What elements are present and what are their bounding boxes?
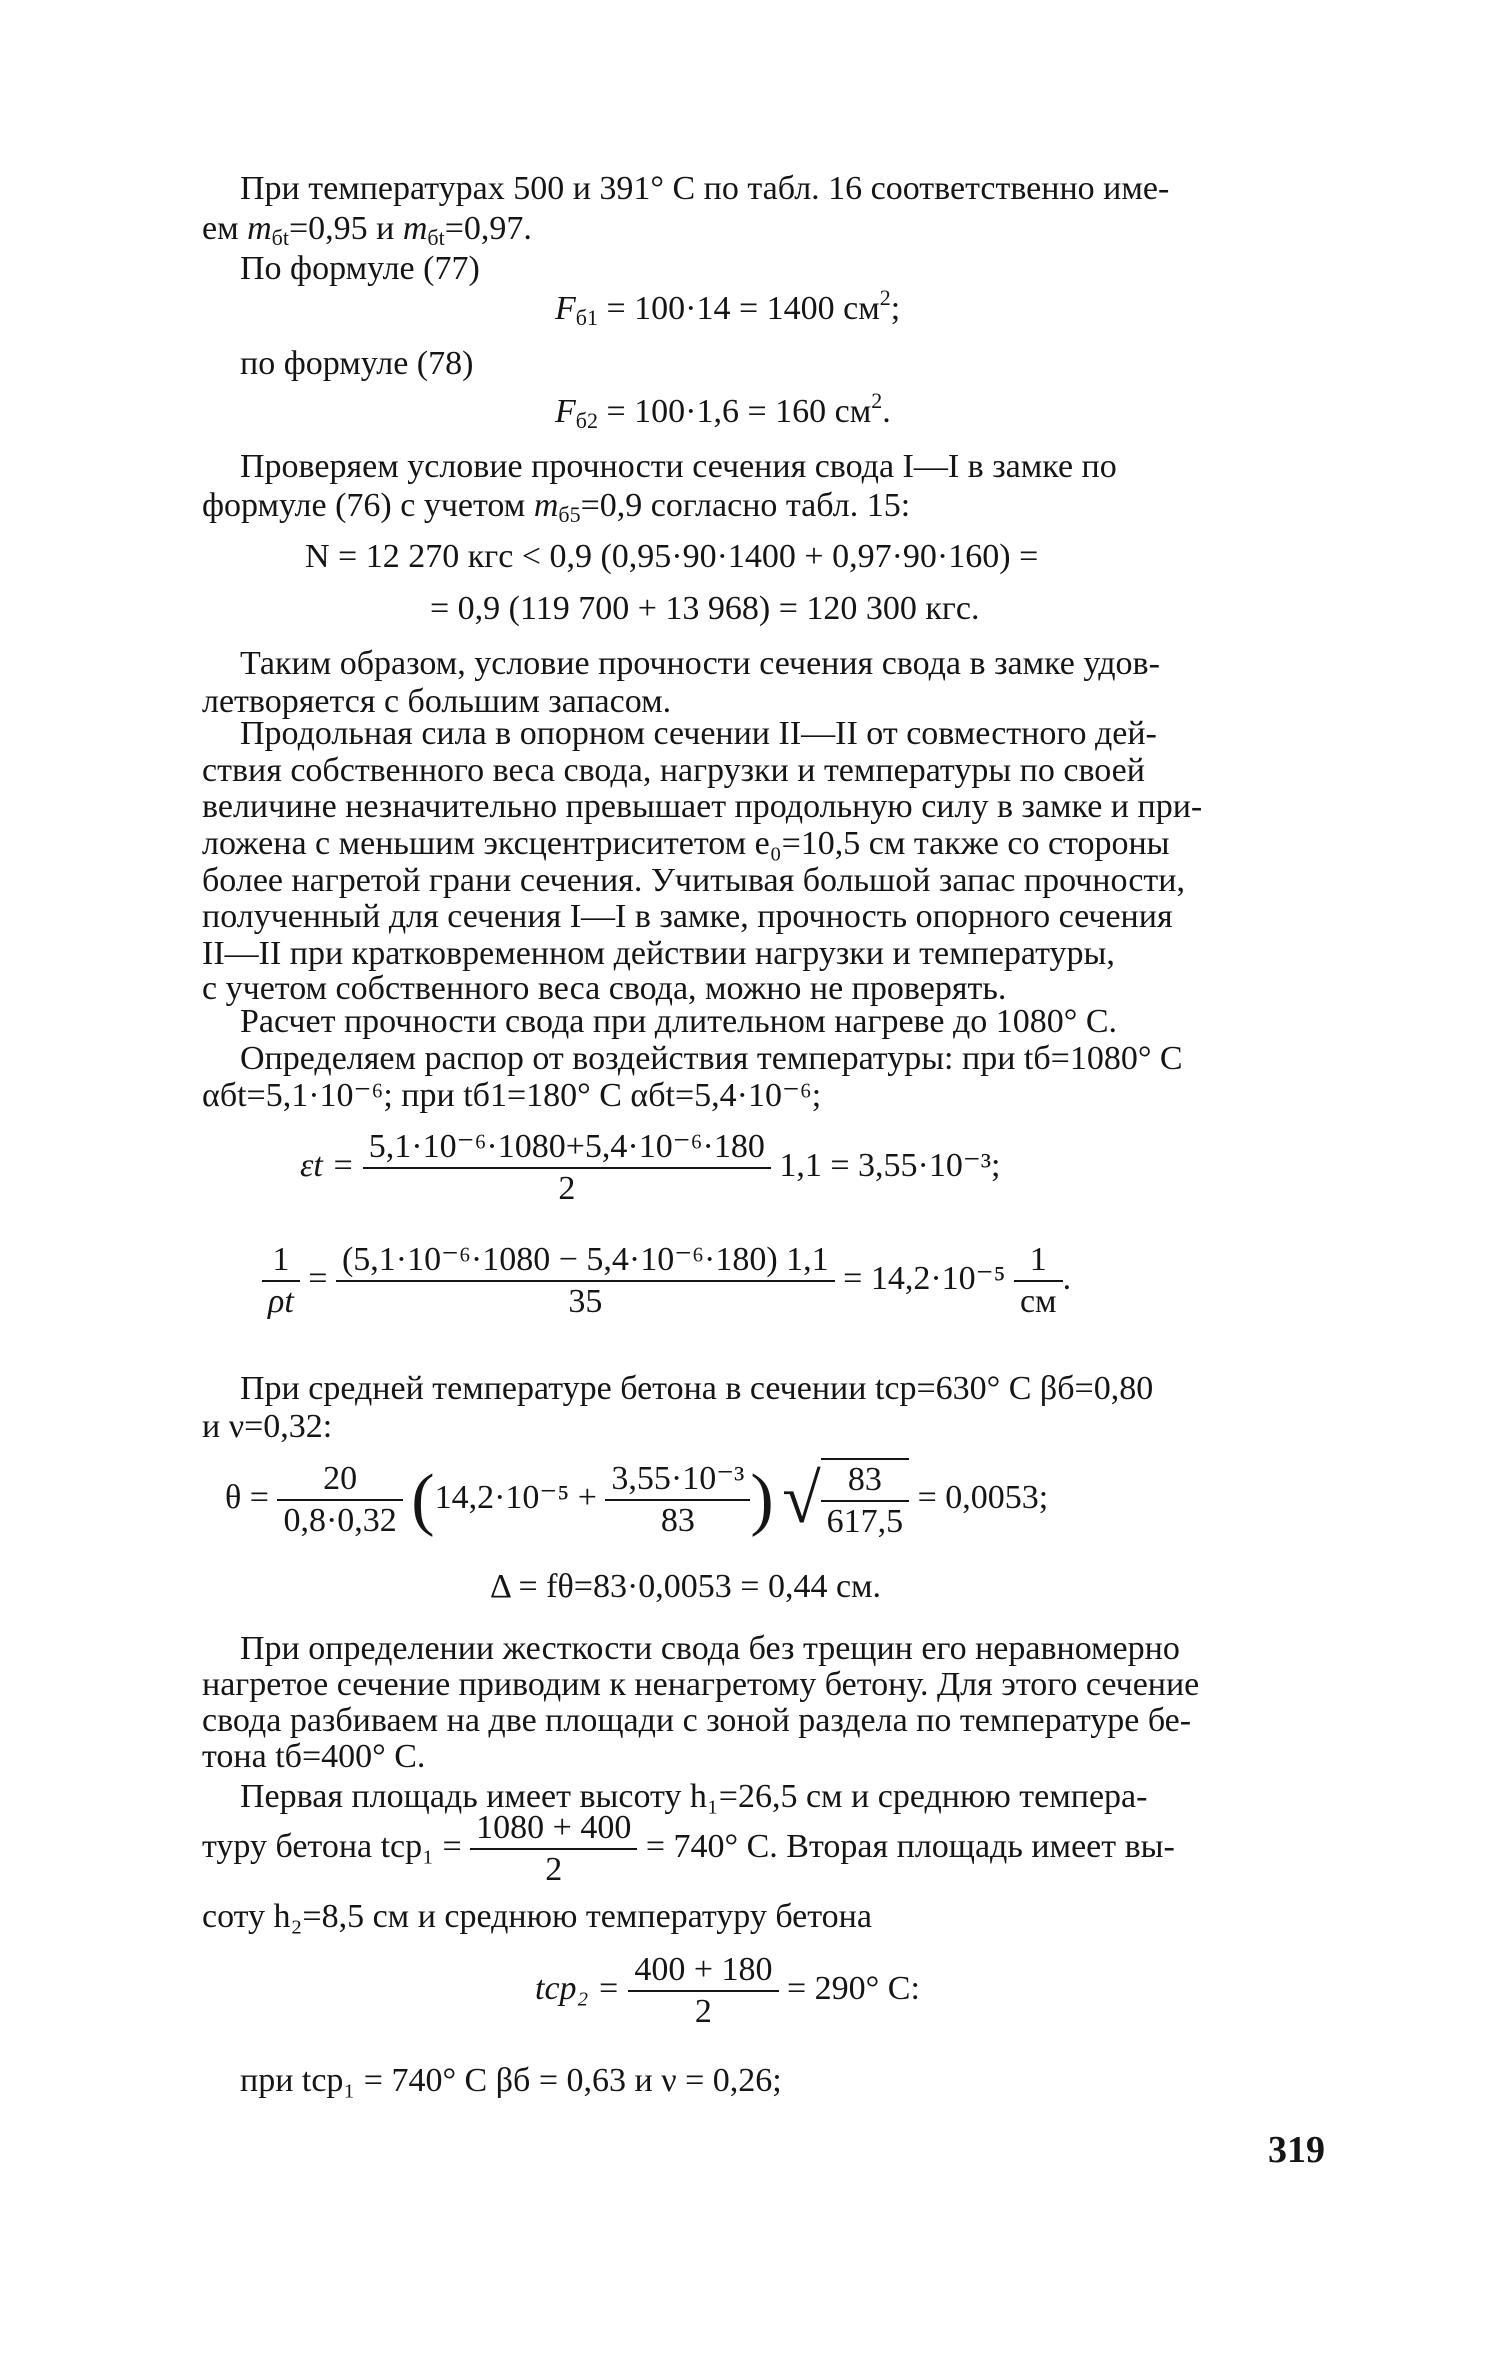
para8-line: При определении жесткости свода без трещин его неравномерно — [240, 1630, 1180, 1667]
right-paren: ) — [750, 1461, 774, 1538]
equation-delta: Δ = fθ=83·0,0053 = 0,44 см. — [490, 1568, 882, 1605]
para4-line: полученный для сечения I—I в замке, прочность опорного сечения — [202, 898, 1173, 935]
equation-n-line2: = 0,9 (119 700 + 13 968) = 120 300 кгс. — [430, 590, 980, 627]
para9-line2: туру бетона tср₁ = $\frac{1080 + 400}{2}$ = 740° С. Вторая площадь имеет вы- — [202, 1809, 1175, 1888]
fraction: $\frac{400 + 180}{2}$ — [628, 1950, 778, 2032]
para6-line2: αбt=5,1·10⁻⁶; при tб1=180° С αбt=5,4·10⁻⁶; — [202, 1077, 822, 1114]
para7-line2: и ν=0,32: — [202, 1408, 333, 1445]
para4-line: ложена с меньшим эксцентриситетом e₀=10,5 см также со стороны — [202, 825, 1170, 862]
fraction: $\frac{20}{0,8\cdot 0,32}$ — [277, 1459, 402, 1541]
formula-78-intro: по формуле (78) — [240, 345, 474, 382]
para1-line2: ем $m_{бt}=0,95$ и $m_{бt}=0,97$. — [202, 210, 532, 250]
fraction: $\frac{\text{3,55·10⁻³}}{83}$ — [605, 1459, 750, 1541]
equation-fb2: $F_{б2} = 100\cdot 1,6 = 160$ $см^2$. — [555, 388, 891, 433]
fraction: $\frac{83}{617,5}$ — [821, 1458, 910, 1542]
equation-n-line1: N = 12 270 кгс < 0,9 (0,95·90·1400 + 0,97·90·160) = — [305, 538, 1039, 575]
equation-epsilon-t: εt = $\frac{\text{5,1·10⁻⁶·1080+5,4·10⁻⁶·180}}{2}$ 1,1 = 3,55·10⁻³; — [300, 1128, 1001, 1207]
para4-line: ствия собственного веса свода, нагрузки и температуры по своей — [202, 752, 1145, 789]
fraction: $\frac{\text{(5,1·10⁻⁶·1080 − 5,4·10⁻⁶·180) 1,1}}{35}$ — [336, 1240, 835, 1322]
para4-line: Продольная сила в опорном сечении II—II от совместного дей- — [240, 715, 1157, 752]
page-number: 319 — [1268, 2129, 1325, 2171]
para8-line: свода разбиваем на две площади с зоной раздела по температуре бе- — [202, 1702, 1192, 1739]
fraction: $\frac{\text{5,1·10⁻⁶·1080+5,4·10⁻⁶·180}}{2}$ — [363, 1127, 771, 1209]
fraction: $\frac{1}{см}$ — [1014, 1240, 1063, 1322]
para4-line: величине незначительно превышает продольную силу в замке и при- — [202, 788, 1203, 825]
para3-line: Таким образом, условие прочности сечения свода в замке удов- — [240, 645, 1160, 682]
equation-fb1: $F_{б1} = 100\cdot 14 = 1400$ $см^2$; — [555, 285, 901, 330]
para4-line: II—II при кратковременном действии нагрузки и температуры, — [202, 935, 1115, 972]
equation-curvature: $\frac{1}{\rho t}$ = $\frac{\text{(5,1·10⁻⁶·1080 − 5,4·10⁻⁶·180) 1,1}}{35}$ = 14,2·10⁻⁵ $\frac{1}{см}$ . — [262, 1240, 1071, 1322]
para2-line1: Проверяем условие прочности сечения свода I—I в замке по — [240, 448, 1117, 485]
para1-line1: При температурах 500 и 391° С по табл. 16 соответственно име- — [240, 170, 1170, 207]
equation-theta: θ = $\frac{20}{0,8\cdot 0,32}$ (14,2·10⁻⁵ + $\frac{\text{3,55·10⁻³}}{83}$ ) √ $\frac{83}{617,5}$ = 0,0053; — [225, 1460, 1049, 1540]
para2-line2: формуле (76) с учетом $m_{б5}=0,9$ согласно табл. 15: — [202, 487, 911, 527]
fraction: $\frac{1080 + 400}{2}$ — [470, 1808, 637, 1890]
para4-line: с учетом собственного веса свода, можно не проверять. — [202, 970, 1007, 1007]
last-line: при tср₁ = 740° С βб = 0,63 и ν = 0,26; — [240, 2062, 782, 2099]
para7-line1: При средней температуре бетона в сечении tср=630° С βб=0,80 — [240, 1370, 1154, 1407]
para6-line1: Определяем распор от воздействия температуры: при tб=1080° С — [240, 1040, 1183, 1077]
sqrt-icon: √ — [782, 1461, 821, 1538]
left-paren: ( — [411, 1461, 435, 1538]
para4-line: более нагретой грани сечения. Учитывая большой запас прочности, — [202, 862, 1185, 899]
para9-line3: соту h₂=8,5 см и среднюю температуру бетона — [202, 1898, 872, 1935]
fraction: $\frac{1}{\rho t}$ — [262, 1240, 300, 1322]
para5: Расчет прочности свода при длительном нагреве до 1080° С. — [240, 1003, 1118, 1040]
para9-line1: Первая площадь имеет высоту h₁=26,5 см и среднюю темпера- — [240, 1778, 1148, 1815]
formula-77-intro: По формуле (77) — [240, 250, 480, 287]
equation-tcp2: tср₂ = $\frac{400 + 180}{2}$ = 290° С: — [535, 1951, 920, 2030]
para3-line: летворяется с большим запасом. — [202, 683, 672, 720]
para8-line: тона tб=400° С. — [202, 1738, 426, 1775]
para8-line: нагретое сечение приводим к ненагретому бетону. Для этого сечение — [202, 1666, 1200, 1703]
